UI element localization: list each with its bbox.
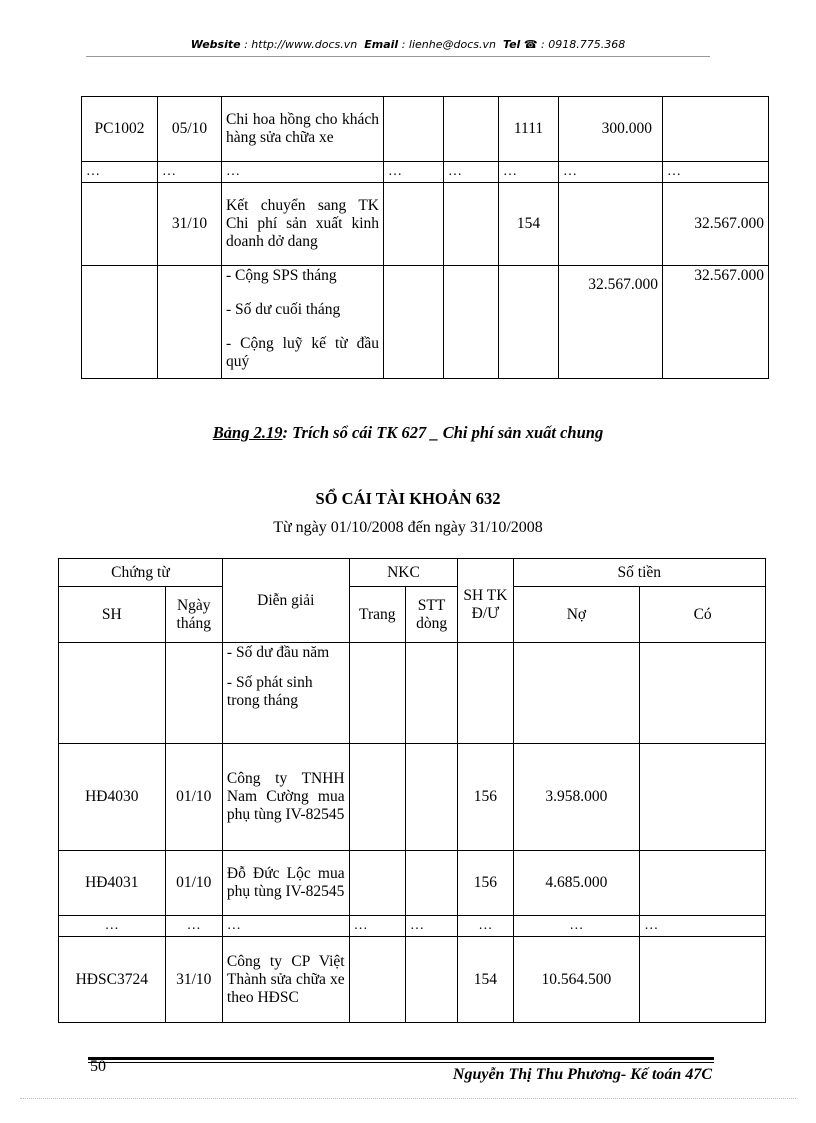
cell-no: …: [559, 162, 663, 183]
table-row: [59, 851, 766, 916]
cell-tk: …: [458, 916, 513, 937]
header-sh-tk: SH TK Đ/Ư: [458, 559, 513, 643]
header-no: Nợ: [513, 587, 640, 643]
opening-line: - Số phát sinh trong tháng: [226, 674, 313, 709]
cell-sh: HĐ4031: [59, 851, 166, 916]
footer-rule-thick: [88, 1057, 714, 1060]
cell-dien-giai: Chi hoa hồng cho khách hàng sửa chữa xe: [222, 97, 384, 162]
header-row: [59, 559, 766, 587]
summary-line: - Số dư cuối tháng: [226, 301, 341, 318]
cell-sh: [82, 183, 158, 266]
cell-tk: …: [499, 162, 559, 183]
cell-tk: 156: [458, 744, 513, 851]
cell-trang: [384, 183, 444, 266]
tel-value: ☎ : 0918.775.368: [523, 38, 626, 51]
cell-dien-giai: …: [222, 162, 384, 183]
header-trang: Trang: [349, 587, 405, 643]
cell-no: [559, 183, 663, 266]
cell-tk: 154: [458, 937, 513, 1023]
page-edge-divider: [20, 1098, 796, 1099]
header-ngay: Ngày tháng: [165, 587, 222, 643]
header-sh: SH: [59, 587, 166, 643]
caption-text: : Trích sổ cái TK 627 _ Chi phí sản xuất chung: [282, 423, 604, 442]
table-caption: [0, 423, 816, 443]
cell-stt: …: [444, 162, 499, 183]
footer-author: Nguyễn Thị Thu Phương- Kế toán 47C: [452, 1066, 712, 1083]
cell-sh: HĐ4030: [59, 744, 166, 851]
header-dien-giai: Diễn giải: [222, 559, 349, 643]
summary-line: - Cộng luỹ kế từ đầu quý: [226, 335, 379, 370]
summary-co: 32.567.000: [663, 266, 769, 379]
cell-ngay: 05/10: [158, 97, 222, 162]
cell-dien-giai: Đỗ Đức Lộc mua phụ tùng IV-82545: [222, 851, 349, 916]
ledger-627-table: [81, 96, 769, 379]
header-divider: [86, 56, 710, 57]
cell-sh: PC1002: [82, 97, 158, 162]
cell-stt: …: [405, 916, 457, 937]
cell-tk: 154: [499, 183, 559, 266]
cell-co: [663, 97, 769, 162]
cell-ngay: …: [158, 162, 222, 183]
cell-co: [640, 744, 766, 851]
header-stt: STT dòng: [405, 587, 457, 643]
table-row: [82, 183, 769, 266]
cell-co: …: [663, 162, 769, 183]
cell-trang: [349, 851, 405, 916]
cell-tk: 156: [458, 851, 513, 916]
cell-stt: [405, 851, 457, 916]
cell-trang: …: [349, 916, 405, 937]
cell-ngay: …: [165, 916, 222, 937]
cell-no: 10.564.500: [513, 937, 640, 1023]
table-row: [82, 162, 769, 183]
page-number: 50: [90, 1058, 106, 1075]
header-so-tien: Số tiền: [513, 559, 765, 587]
table-row: [59, 744, 766, 851]
cell-ngay: 01/10: [165, 744, 222, 851]
ledger-period: Từ ngày 01/10/2008 đến ngày 31/10/2008: [273, 519, 543, 536]
cell-sh: …: [82, 162, 158, 183]
cell-dien-giai: …: [222, 916, 349, 937]
cell-dien-giai: Công ty CP Việt Thành sửa chữa xe theo HĐSC: [222, 937, 349, 1023]
footer-rule-thin: [88, 1062, 714, 1063]
cell-no: 4.685.000: [513, 851, 640, 916]
cell-tk: 1111: [499, 97, 559, 162]
cell-co: …: [640, 916, 766, 937]
cell-stt: [444, 97, 499, 162]
opening-text: [222, 643, 349, 744]
email-value: : lienhe@docs.vn: [401, 38, 496, 51]
cell-ngay: 31/10: [158, 183, 222, 266]
opening-line: - Số dư đầu năm: [226, 644, 330, 661]
cell-trang: …: [384, 162, 444, 183]
tel-label: Tel: [502, 38, 521, 51]
summary-text: [222, 266, 384, 379]
ledger-632-table: [58, 558, 766, 1023]
table-row: [59, 937, 766, 1023]
summary-no: 32.567.000: [559, 266, 663, 379]
table-row: [82, 97, 769, 162]
header-nkc: NKC: [349, 559, 458, 587]
cell-trang: [349, 744, 405, 851]
summary-line: - Cộng SPS tháng: [226, 267, 337, 284]
ledger-title: SỔ CÁI TÀI KHOẢN 632: [315, 489, 501, 508]
cell-no: 300.000: [559, 97, 663, 162]
caption-label: Bảng 2.19: [212, 423, 283, 442]
header-chung-tu: Chứng từ: [59, 559, 223, 587]
cell-dien-giai: Kết chuyển sang TK Chi phí sản xuất kinh doanh dở dang: [222, 183, 384, 266]
cell-trang: [384, 97, 444, 162]
opening-row: [59, 643, 766, 744]
page-header: [0, 38, 816, 51]
cell-co: 32.567.000: [663, 183, 769, 266]
header-row: [59, 587, 766, 643]
cell-co: [640, 937, 766, 1023]
website-label: Website: [190, 38, 241, 51]
cell-no: 3.958.000: [513, 744, 640, 851]
cell-sh: HĐSC3724: [59, 937, 166, 1023]
cell-trang: [349, 937, 405, 1023]
table-row: [59, 916, 766, 937]
cell-stt: [405, 744, 457, 851]
cell-co: [640, 851, 766, 916]
cell-ngay: 01/10: [165, 851, 222, 916]
email-label: Email: [364, 38, 399, 51]
cell-stt: [444, 183, 499, 266]
cell-sh: …: [59, 916, 166, 937]
cell-stt: [405, 937, 457, 1023]
cell-dien-giai: Công ty TNHH Nam Cường mua phụ tùng IV-82545: [222, 744, 349, 851]
website-url: : http://www.docs.vn: [244, 38, 358, 51]
header-co: Có: [640, 587, 766, 643]
summary-row: [82, 266, 769, 379]
cell-no: …: [513, 916, 640, 937]
cell-ngay: 31/10: [165, 937, 222, 1023]
